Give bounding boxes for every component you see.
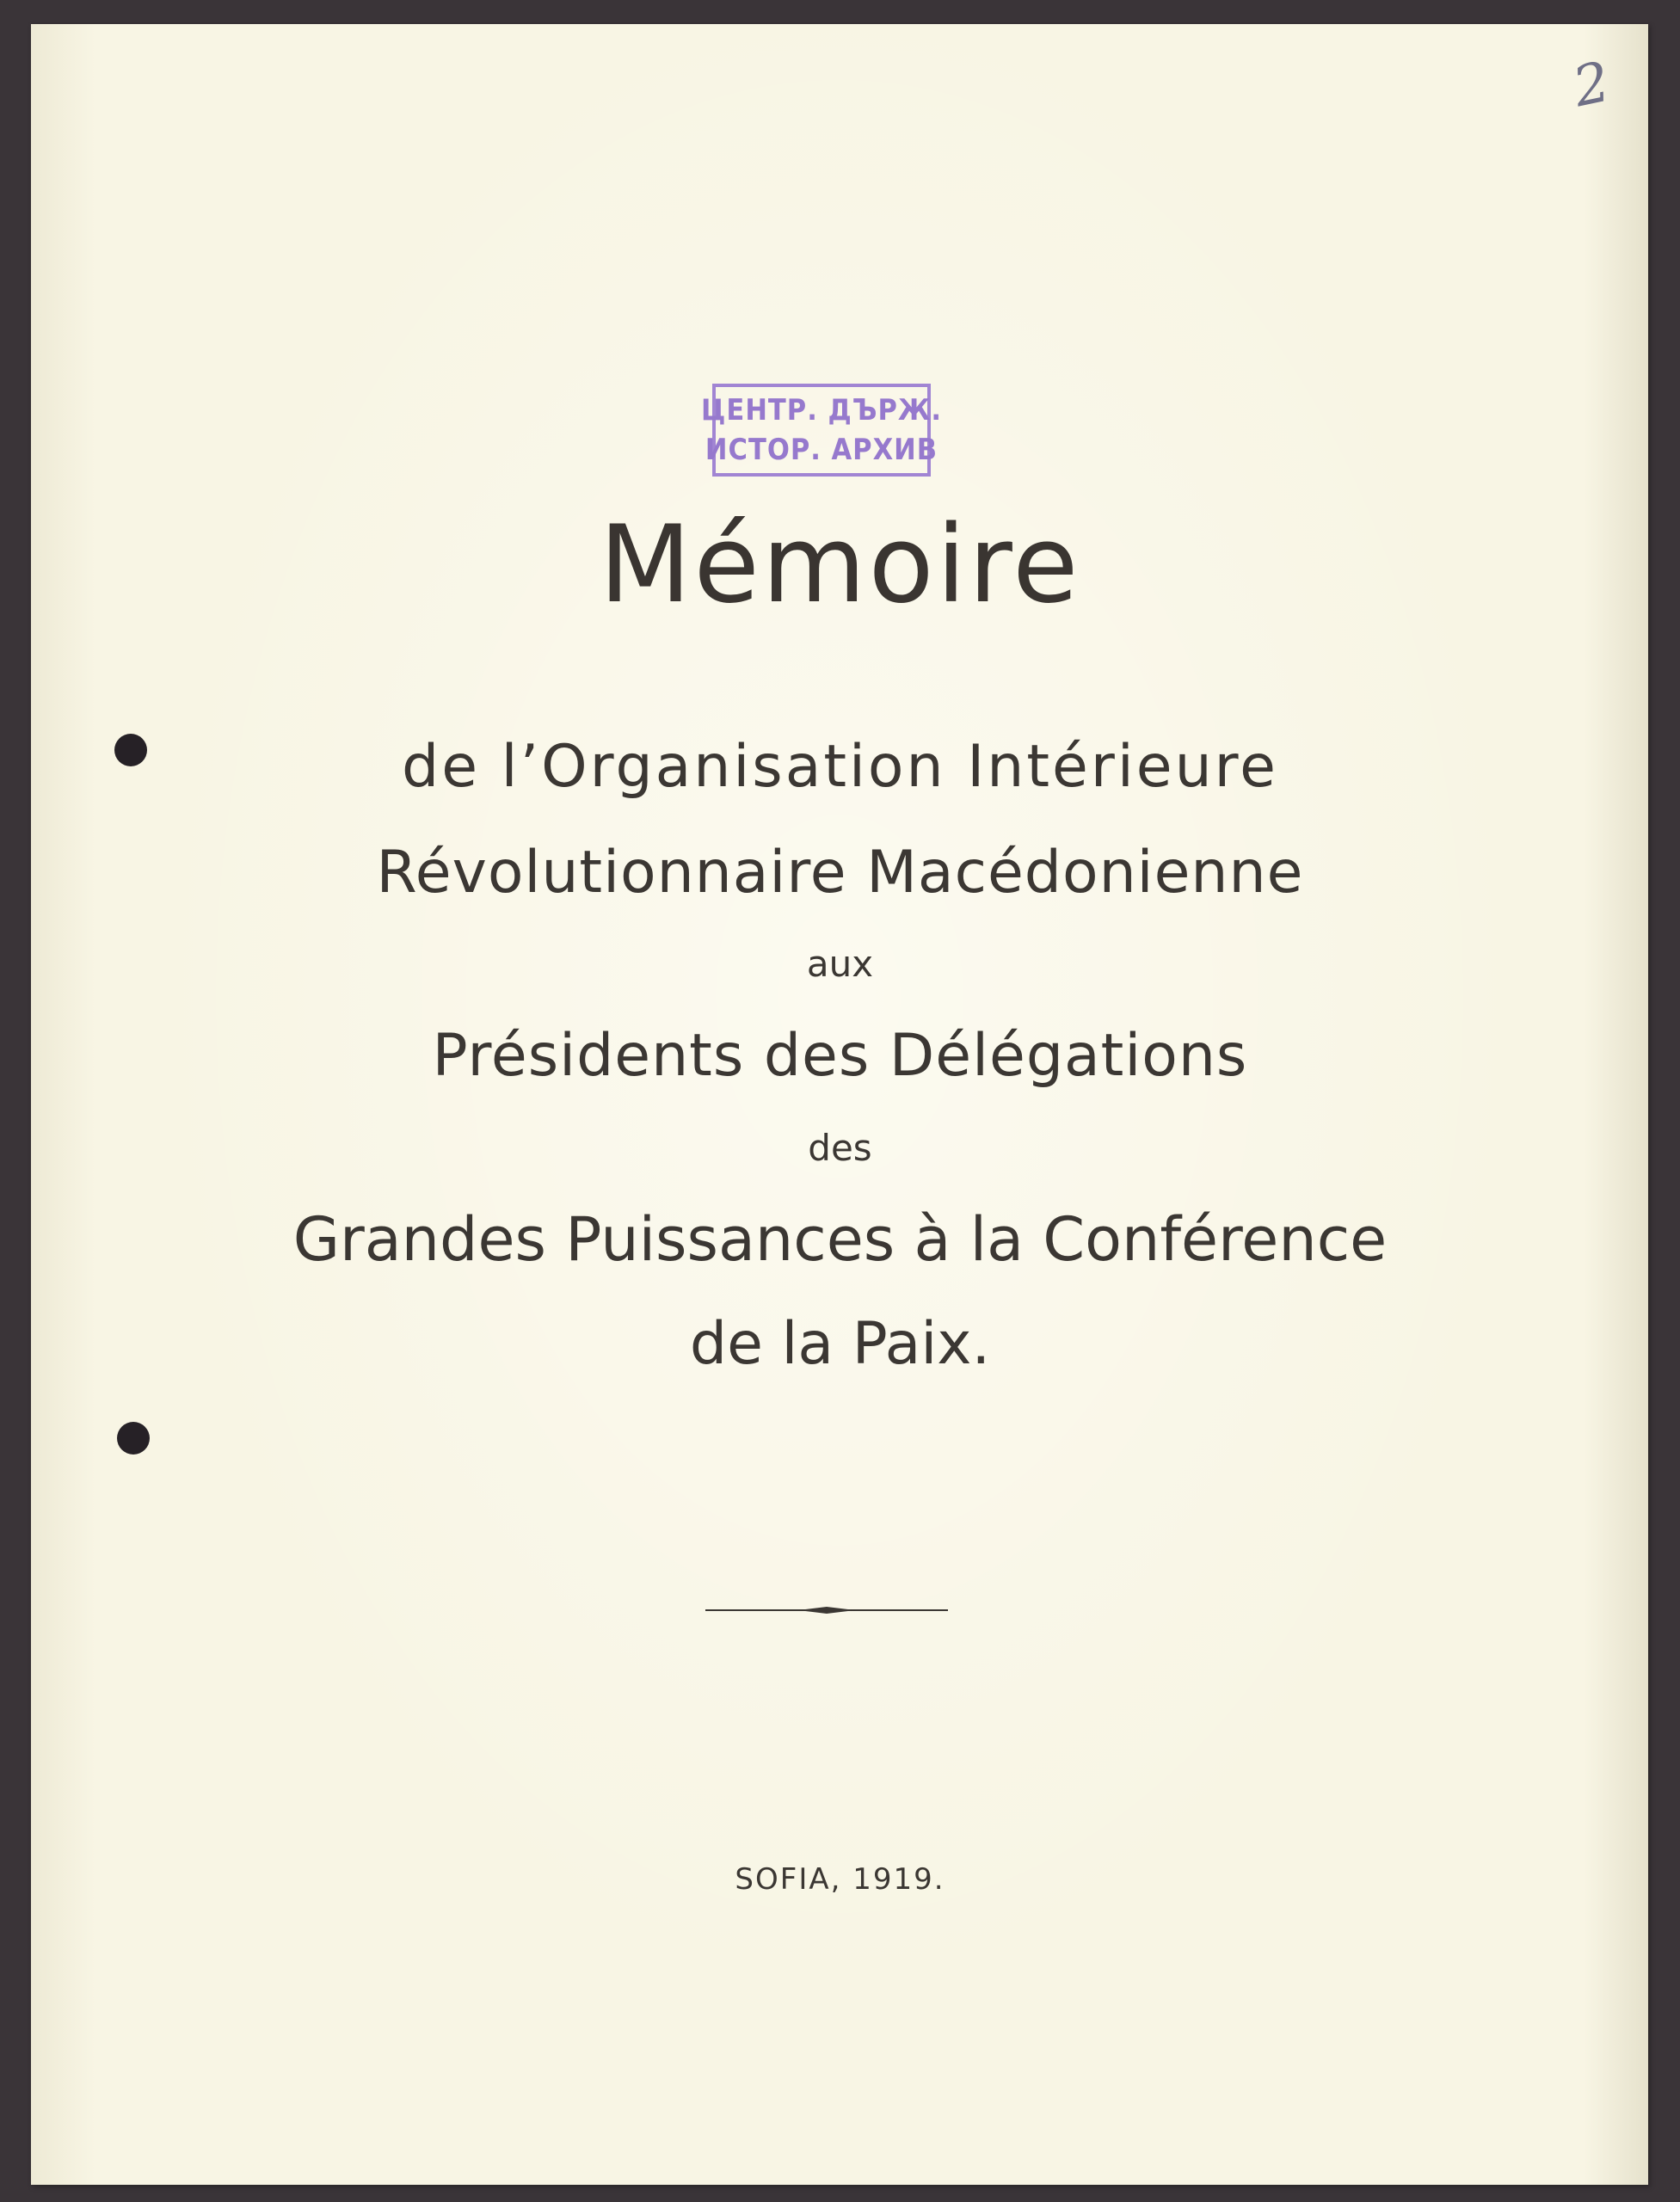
stamp-line-1: ЦЕНТР. ДЪРЖ. <box>701 393 942 427</box>
ornamental-rule <box>705 1602 948 1619</box>
document-title: Mémoire <box>599 503 1081 627</box>
place-and-date: SOFIA, 1919. <box>735 1862 945 1897</box>
subtitle-line-2: Révolutionnaire Macédonienne <box>376 839 1304 907</box>
subtitle-line-1: de l’Organisation Intérieure <box>402 733 1278 801</box>
subtitle-line-4: Grandes Puissances à la Conférence <box>292 1204 1388 1275</box>
handwritten-page-number: 2 <box>1567 50 1615 120</box>
subtitle-line-3: Présidents des Délégations <box>432 1022 1248 1090</box>
paper-sheet <box>31 24 1648 2185</box>
archive-stamp <box>701 384 942 477</box>
connector-des: des <box>808 1127 872 1169</box>
punch-hole-bottom <box>117 1422 150 1455</box>
connector-aux: aux <box>806 943 874 985</box>
subtitle-line-5: de la Paix. <box>689 1310 991 1378</box>
stamp-line-2: ИСТОР. АРХИВ <box>705 433 938 467</box>
